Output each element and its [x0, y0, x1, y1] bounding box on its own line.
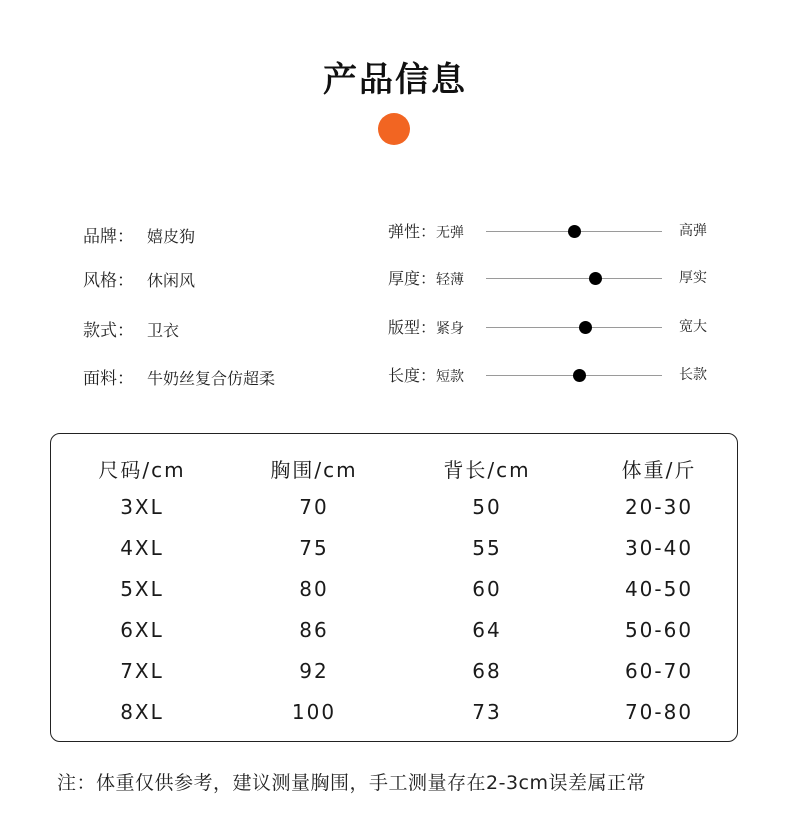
table-cell: 50-60 — [624, 618, 694, 642]
header-chest: 胸围/cm — [270, 458, 358, 482]
attribute-label: 面料： — [83, 369, 134, 389]
scale-max: 宽大 — [679, 319, 707, 335]
table-cell: 70 — [299, 495, 329, 519]
table-cell: 6XL — [120, 618, 164, 642]
table-cell: 8XL — [120, 700, 164, 724]
table-cell: 73 — [472, 700, 502, 724]
header-back-length: 背长/cm — [443, 458, 531, 482]
table-cell: 64 — [472, 618, 502, 642]
table-cell: 50 — [472, 495, 502, 519]
scale-min: 轻薄 — [436, 272, 465, 288]
table-cell: 68 — [472, 659, 502, 683]
scale-knob — [573, 369, 586, 382]
scale-label: 版型： — [388, 318, 437, 337]
table-cell: 70-80 — [624, 700, 694, 724]
table-cell: 55 — [472, 536, 502, 560]
table-cell: 30-40 — [624, 536, 694, 560]
scale-min: 紧身 — [436, 321, 465, 337]
table-cell: 60 — [472, 577, 502, 601]
attribute-label: 品牌： — [83, 227, 134, 247]
scale-min: 无弹 — [436, 225, 465, 241]
header-weight: 体重/斤 — [621, 458, 697, 482]
table-cell: 4XL — [120, 536, 164, 560]
table-cell: 5XL — [120, 577, 164, 601]
scale-knob — [568, 225, 581, 238]
scale-track — [486, 327, 662, 328]
scale-elasticity — [388, 219, 718, 243]
scale-max: 厚实 — [679, 270, 707, 286]
header-size: 尺码/cm — [98, 458, 186, 482]
accent-dot — [378, 113, 410, 145]
attribute-brand — [83, 222, 195, 247]
scale-knob — [579, 321, 592, 334]
attribute-value: 牛奶丝复合仿超柔 — [147, 369, 276, 388]
scale-track — [486, 278, 662, 279]
table-cell: 60-70 — [624, 659, 694, 683]
scale-label: 长度： — [388, 366, 437, 385]
table-cell: 3XL — [120, 495, 164, 519]
scale-label: 弹性： — [388, 222, 437, 241]
attribute-label: 款式： — [83, 321, 134, 341]
size-table — [50, 433, 738, 742]
page-title: 产品信息 — [323, 60, 467, 100]
scale-knob — [589, 272, 602, 285]
table-cell: 100 — [291, 700, 337, 724]
footnote: 注：体重仅供参考，建议测量胸围，手工测量存在2-3cm误差属正常 — [57, 772, 646, 794]
attribute-label: 风格： — [83, 271, 134, 291]
attribute-style — [83, 266, 195, 291]
table-cell: 20-30 — [624, 495, 694, 519]
attribute-value: 休闲风 — [147, 271, 196, 290]
attribute-fabric — [83, 364, 275, 389]
table-cell: 7XL — [120, 659, 164, 683]
scale-fit — [388, 315, 718, 339]
table-cell: 80 — [299, 577, 329, 601]
scale-min: 短款 — [436, 369, 465, 385]
scale-label: 厚度： — [388, 269, 437, 288]
attribute-value: 嬉皮狗 — [147, 227, 196, 246]
table-cell: 75 — [299, 536, 329, 560]
table-cell: 86 — [299, 618, 329, 642]
attribute-type — [83, 316, 179, 341]
attribute-value: 卫衣 — [147, 321, 180, 340]
scale-length — [388, 363, 718, 387]
scale-thickness — [388, 266, 718, 290]
table-cell: 40-50 — [624, 577, 694, 601]
scale-max: 高弹 — [679, 223, 707, 239]
table-cell: 92 — [299, 659, 329, 683]
scale-max: 长款 — [679, 367, 707, 383]
